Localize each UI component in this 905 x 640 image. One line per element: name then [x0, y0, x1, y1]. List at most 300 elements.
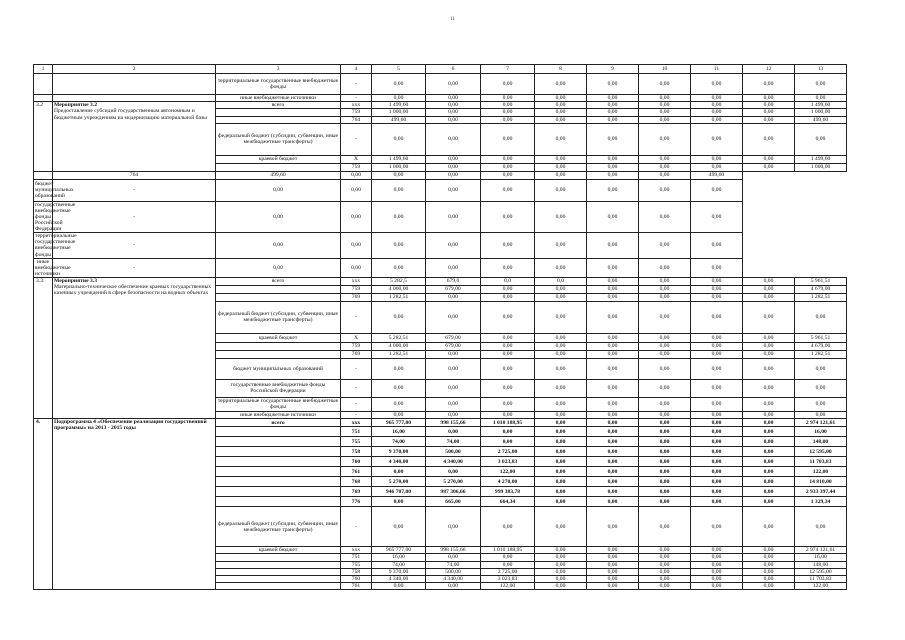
- amount-cell-col-12: 0,00: [639, 258, 691, 277]
- amount-cell-col-12: 0,00: [743, 419, 795, 427]
- amount-cell-col-10: 0,00: [639, 109, 691, 116]
- amount-cell-col-11: 0,00: [587, 233, 639, 258]
- amount-cell-col-11: 0,00: [691, 561, 743, 568]
- amount-cell-col-11: 0,00: [691, 358, 743, 379]
- amount-cell-col-10: 0,00: [639, 95, 691, 102]
- code-cell: -: [341, 95, 372, 102]
- amount-cell-col-10: 0,00: [639, 507, 691, 547]
- column-number-10: 10: [639, 65, 691, 74]
- amount-cell-col-10: 0,00: [535, 258, 587, 277]
- amount-cell-col-11: 0,00: [691, 285, 743, 293]
- amount-cell-col-7: 0,00: [372, 179, 426, 201]
- amount-cell-col-5: 0,00: [372, 379, 426, 397]
- table-row: [34, 419, 847, 427]
- amount-cell-col-9: 0,00: [481, 233, 535, 258]
- amount-cell-col-7: 0,00: [481, 293, 535, 301]
- amount-cell-col-11: 0,00: [691, 554, 743, 561]
- amount-cell-col-7: 0,00: [481, 301, 535, 333]
- amount-cell-col-10: 0,00: [639, 583, 691, 590]
- amount-cell-col-13: 0,00: [795, 123, 847, 155]
- amount-cell-col-13: 0,00: [795, 358, 847, 379]
- funding-source-cell: территориальные государственные внебюджетные фонды: [216, 74, 341, 95]
- amount-cell-col-8: 0,00: [535, 547, 587, 554]
- amount-cell-col-11: 0,00: [587, 258, 639, 277]
- funding-source-cell: иные внебюджетные источники: [216, 95, 341, 102]
- amount-cell-col-12: 0,00: [743, 547, 795, 554]
- funding-source-cell: [216, 109, 341, 116]
- amount-cell-col-7: 0,00: [481, 358, 535, 379]
- amount-cell-col-9: 0,00: [587, 123, 639, 155]
- measure-name-cell: [53, 95, 216, 102]
- column-number-1: 1: [34, 65, 53, 74]
- amount-cell-col-7: 0,00: [372, 258, 426, 277]
- amount-cell-col-8: 0,00: [535, 74, 587, 95]
- column-number-2: 2: [53, 65, 216, 74]
- amount-cell-col-6: 0,00: [426, 102, 481, 109]
- amount-cell-col-13: 2 974 121,61: [795, 419, 847, 427]
- amount-cell-col-13: 1 282,51: [795, 293, 847, 301]
- amount-cell-col-10: 0,00: [535, 179, 587, 201]
- code-cell: X: [341, 333, 372, 342]
- amount-cell-col-12: 0,00: [743, 568, 795, 575]
- amount-cell-col-13: 1 329,34: [795, 497, 847, 507]
- amount-cell-col-9: 0,00: [587, 487, 639, 497]
- amount-cell-col-11: 0,00: [691, 447, 743, 457]
- amount-cell-col-10: 0,00: [639, 123, 691, 155]
- code-cell: 751: [341, 554, 372, 561]
- amount-cell-col-10: 0,00: [639, 467, 691, 477]
- code-cell: -: [341, 74, 372, 95]
- amount-cell-col-12: 0,00: [639, 201, 691, 232]
- funding-source-cell: бюджет муниципальных образований: [35, 181, 74, 200]
- amount-cell-col-5: 1 499,60: [372, 102, 426, 109]
- amount-cell-col-12: 0,00: [743, 155, 795, 163]
- amount-cell-col-7: 0,00: [481, 102, 535, 109]
- amount-cell-col-5: 965 777,00: [372, 419, 426, 427]
- amount-cell-col-13: 4 679,00: [795, 285, 847, 293]
- amount-cell-col-12: 0,00: [743, 554, 795, 561]
- amount-cell-col-11: 0,00: [691, 547, 743, 554]
- amount-cell-col-6: 5 270,00: [426, 477, 481, 487]
- code-cell: -: [53, 201, 216, 232]
- amount-cell-col-11: 0,00: [691, 568, 743, 575]
- amount-cell-col-6: 998 155,66: [426, 547, 481, 554]
- amount-cell-col-6: 0,00: [426, 583, 481, 590]
- row-number-cell: [34, 95, 53, 102]
- amount-cell-col-5: 5 282,5: [372, 277, 426, 285]
- amount-cell-col-11: 0,00: [691, 163, 743, 171]
- amount-cell-col-11: 0,00: [691, 497, 743, 507]
- amount-cell-col-9: 0,00: [587, 411, 639, 418]
- amount-cell-col-5: 1 000,00: [372, 109, 426, 116]
- amount-cell-col-7: 0,00: [372, 233, 426, 258]
- amount-cell-col-7: 0,00: [481, 95, 535, 102]
- amount-cell-col-13: 11 703,83: [795, 575, 847, 582]
- code-cell: xxx: [341, 419, 372, 427]
- code-cell: 759: [341, 342, 372, 350]
- funding-source-cell: федеральный бюджет (субсидии, субвенции, иные межбюджетные трансферты): [216, 123, 341, 155]
- amount-cell-col-13: 12 595,00: [795, 447, 847, 457]
- amount-cell-col-7: 0,00: [481, 411, 535, 418]
- amount-cell-col-9: 0,00: [481, 201, 535, 232]
- funding-source-cell: краевой бюджет: [216, 155, 341, 163]
- amount-cell-col-8: 0,00: [535, 575, 587, 582]
- amount-cell-col-7: 4 270,00: [481, 477, 535, 487]
- amount-cell-col-6: 0,00: [426, 163, 481, 171]
- amount-cell-col-11: 0,00: [691, 301, 743, 333]
- code-cell: -: [53, 233, 216, 258]
- funding-source-cell: [216, 467, 341, 477]
- funding-source-cell: [216, 293, 341, 301]
- amount-cell-col-12: 0,00: [743, 437, 795, 447]
- amount-cell-col-9: 0,00: [587, 419, 639, 427]
- amount-cell-col-5: 965 777,00: [372, 547, 426, 554]
- funding-source-cell: [216, 487, 341, 497]
- amount-cell-col-11: 0,00: [691, 575, 743, 582]
- code-cell: xxx: [341, 277, 372, 285]
- amount-cell-col-8: 0,00: [535, 427, 587, 437]
- amount-cell-col-11: 0,00: [691, 467, 743, 477]
- amount-cell-col-9: 0,00: [587, 293, 639, 301]
- table-row: [34, 179, 847, 201]
- amount-cell-col-8: 0,00: [535, 155, 587, 163]
- funding-source-cell: [216, 457, 341, 467]
- code-cell: 755: [341, 561, 372, 568]
- amount-cell-col-8: 0,00: [535, 95, 587, 102]
- amount-cell-col-10: 0,00: [639, 427, 691, 437]
- funding-source-cell: [216, 583, 341, 590]
- amount-cell-col-11: 0,00: [691, 74, 743, 95]
- amount-cell-col-6: 0,00: [341, 171, 372, 179]
- amount-cell-col-10: 0,00: [639, 116, 691, 123]
- amount-cell-col-5: 0,00: [372, 358, 426, 379]
- amount-cell-col-12: 0,00: [743, 583, 795, 590]
- amount-cell-col-12: 0,00: [743, 333, 795, 342]
- amount-cell-col-11: 0,00: [587, 171, 639, 179]
- amount-cell-col-12: 0,00: [743, 350, 795, 358]
- amount-cell-col-9: 0,00: [587, 301, 639, 333]
- amount-cell-col-13: 0,00: [795, 397, 847, 411]
- amount-cell-col-12: 0,00: [743, 358, 795, 379]
- amount-cell-col-10: 0,00: [639, 575, 691, 582]
- funding-source-cell: [216, 447, 341, 457]
- amount-cell-col-13: 12 595,00: [795, 568, 847, 575]
- budget-table: [33, 64, 847, 590]
- amount-cell-col-13: 2 933 397,44: [795, 487, 847, 497]
- amount-cell-col-7: 0,00: [372, 201, 426, 232]
- amount-cell-col-5: 1 499,60: [372, 155, 426, 163]
- amount-cell-col-8: 0,0: [535, 277, 587, 285]
- amount-cell-col-6: 0,00: [426, 95, 481, 102]
- amount-cell-col-12: 0,00: [743, 487, 795, 497]
- amount-cell-col-8: 0,00: [535, 109, 587, 116]
- amount-cell-col-13: 499,60: [691, 171, 743, 179]
- amount-cell-col-7: 0,0: [481, 277, 535, 285]
- amount-cell-col-10: 0,00: [639, 163, 691, 171]
- amount-cell-col-7: 0,00: [481, 333, 535, 342]
- code-cell: 751: [341, 427, 372, 437]
- funding-source-cell: [216, 350, 341, 358]
- amount-cell-col-9: 0,00: [587, 583, 639, 590]
- amount-cell-col-12: 0,00: [743, 123, 795, 155]
- amount-cell-col-10: 0,00: [639, 301, 691, 333]
- row-number-cell: 3.3.: [34, 277, 53, 418]
- funding-source-cell: государственные внебюджетные фонды Российской Федерации: [216, 379, 341, 397]
- table-row: [34, 171, 847, 179]
- column-number-7: 7: [481, 65, 535, 74]
- amount-cell-col-5: 9 370,00: [372, 447, 426, 457]
- funding-source-cell: всего: [216, 419, 341, 427]
- amount-cell-col-13: 0,00: [795, 95, 847, 102]
- amount-cell-col-8: 0,00: [535, 285, 587, 293]
- amount-cell-col-13: 0,00: [795, 379, 847, 397]
- amount-cell-col-5: 0,00: [216, 233, 341, 258]
- code-cell: 761: [341, 467, 372, 477]
- amount-cell-col-7: 664,34: [481, 497, 535, 507]
- measure-name-cell: Мероприятие 3.2 Предоставление субсидий государственным автономным и бюджетным учреждениям на модернизацию материальной базы: [53, 102, 216, 172]
- amount-cell-col-7: 0,00: [481, 163, 535, 171]
- amount-cell-col-9: 0,00: [587, 333, 639, 342]
- code-cell: -: [341, 358, 372, 379]
- amount-cell-col-12: 0,00: [743, 293, 795, 301]
- amount-cell-col-7: 3 023,83: [481, 457, 535, 467]
- amount-cell-col-13: 0,00: [691, 179, 743, 201]
- amount-cell-col-11: 0,00: [691, 342, 743, 350]
- code-cell: -: [341, 301, 372, 333]
- code-cell: 760: [341, 457, 372, 467]
- amount-cell-col-12: 0,00: [743, 116, 795, 123]
- code-cell: 776: [341, 497, 372, 507]
- amount-cell-col-6: 0,00: [426, 123, 481, 155]
- column-number-9: 9: [587, 65, 639, 74]
- amount-cell-col-6: 0,00: [426, 155, 481, 163]
- amount-cell-col-8: 0,00: [535, 123, 587, 155]
- amount-cell-col-6: 4 340,00: [426, 457, 481, 467]
- funding-source-cell: [34, 171, 53, 179]
- amount-cell-col-5: 1 282,51: [372, 293, 426, 301]
- amount-cell-col-8: 0,00: [535, 568, 587, 575]
- amount-cell-col-10: 0,00: [639, 457, 691, 467]
- code-cell: 759: [341, 285, 372, 293]
- amount-cell-col-10: 0,00: [639, 102, 691, 109]
- amount-cell-col-11: 0,00: [691, 477, 743, 487]
- funding-source-cell: [216, 437, 341, 447]
- amount-cell-col-6: 0,00: [426, 358, 481, 379]
- amount-cell-col-8: 0,00: [535, 293, 587, 301]
- amount-cell-col-13: 1 282,51: [795, 350, 847, 358]
- amount-cell-col-8: 0,00: [535, 333, 587, 342]
- amount-cell-col-8: 0,00: [535, 487, 587, 497]
- amount-cell-col-13: 0,00: [795, 507, 847, 547]
- amount-cell-col-7: 3 023,83: [481, 575, 535, 582]
- amount-cell-col-10: 0,00: [639, 397, 691, 411]
- amount-cell-col-12: 0,00: [743, 477, 795, 487]
- amount-cell-col-11: 0,00: [691, 457, 743, 467]
- code-cell: 758: [341, 568, 372, 575]
- amount-cell-col-13: 1 000,00: [795, 109, 847, 116]
- amount-cell-col-5: 0,00: [372, 583, 426, 590]
- funding-source-cell: [216, 342, 341, 350]
- amount-cell-col-10: 0,00: [639, 554, 691, 561]
- amount-cell-col-8: 0,00: [535, 301, 587, 333]
- amount-cell-col-13: 16,00: [795, 554, 847, 561]
- amount-cell-col-5: 0,00: [372, 74, 426, 95]
- amount-cell-col-13: 16,00: [795, 427, 847, 437]
- amount-cell-col-6: 4 340,00: [426, 575, 481, 582]
- amount-cell-col-9: 0,00: [587, 358, 639, 379]
- funding-source-cell: [216, 116, 341, 123]
- amount-cell-col-5: 0,00: [372, 397, 426, 411]
- page-number: 11: [450, 17, 455, 22]
- amount-cell-col-12: 0,00: [743, 301, 795, 333]
- amount-cell-col-5: 0,00: [372, 507, 426, 547]
- amount-cell-col-13: 1 499,60: [795, 155, 847, 163]
- funding-source-cell: краевой бюджет: [216, 547, 341, 554]
- amount-cell-col-5: 74,00: [372, 437, 426, 447]
- amount-cell-col-8: 0,00: [535, 447, 587, 457]
- amount-cell-col-6: 679,00: [426, 333, 481, 342]
- amount-cell-col-6: 500,00: [426, 568, 481, 575]
- funding-source-cell: иные внебюджетные источники: [35, 258, 71, 277]
- amount-cell-col-12: 0,00: [743, 507, 795, 547]
- amount-cell-col-7: 1 010 188,95: [481, 419, 535, 427]
- amount-cell-col-5: 5 270,00: [372, 477, 426, 487]
- funding-source-cell: [216, 285, 341, 293]
- amount-cell-col-5: 5 282,51: [372, 333, 426, 342]
- amount-cell-col-10: 0,00: [639, 277, 691, 285]
- table-row: [34, 258, 847, 277]
- amount-cell-col-7: 0,00: [481, 285, 535, 293]
- amount-cell-col-13: 122,00: [795, 467, 847, 477]
- row-number-cell: [34, 74, 53, 95]
- amount-cell-col-12: 0,00: [743, 163, 795, 171]
- amount-cell-col-7: 0,00: [481, 379, 535, 397]
- amount-cell-col-6: 987 306,66: [426, 487, 481, 497]
- amount-cell-col-8: 0,00: [535, 457, 587, 467]
- amount-cell-col-13: 0,00: [691, 258, 743, 277]
- amount-cell-col-13: 1 000,00: [795, 163, 847, 171]
- amount-cell-col-10: 0,00: [639, 293, 691, 301]
- amount-cell-col-6: 998 155,66: [426, 419, 481, 427]
- code-cell: 769: [341, 293, 372, 301]
- code-cell: X: [341, 155, 372, 163]
- amount-cell-col-6: 0,00: [426, 350, 481, 358]
- amount-cell-col-9: 0,00: [587, 285, 639, 293]
- amount-cell-col-10: 0,00: [535, 233, 587, 258]
- amount-cell-col-13: 148,00: [795, 561, 847, 568]
- amount-cell-col-12: 0,00: [743, 427, 795, 437]
- code-cell: 759: [341, 163, 372, 171]
- amount-cell-col-9: 0,00: [587, 342, 639, 350]
- funding-source-cell: [216, 163, 341, 171]
- amount-cell-col-10: 0,00: [535, 201, 587, 232]
- amount-cell-col-12: 0,00: [743, 102, 795, 109]
- funding-source-cell: [216, 561, 341, 568]
- amount-cell-col-6: 679,00: [426, 342, 481, 350]
- amount-cell-col-9: 0,00: [587, 467, 639, 477]
- amount-cell-col-7: 999 383,78: [481, 487, 535, 497]
- amount-cell-col-5: 0,00: [216, 258, 341, 277]
- amount-cell-col-13: 5 961,51: [795, 333, 847, 342]
- amount-cell-col-9: 0,00: [587, 109, 639, 116]
- amount-cell-col-13: 11 703,83: [795, 457, 847, 467]
- amount-cell-col-8: 0,00: [535, 411, 587, 418]
- amount-cell-col-10: 0,00: [639, 155, 691, 163]
- amount-cell-col-13: 0,00: [691, 233, 743, 258]
- amount-cell-col-8: 0,00: [535, 116, 587, 123]
- amount-cell-col-10: 0,00: [639, 447, 691, 457]
- table-row: [34, 102, 847, 109]
- amount-cell-col-8: 0,00: [535, 554, 587, 561]
- amount-cell-col-6: 0,00: [426, 507, 481, 547]
- amount-cell-col-13: 2 974 121,61: [795, 547, 847, 554]
- amount-cell-col-9: 0,00: [587, 457, 639, 467]
- amount-cell-col-9: 0,00: [587, 447, 639, 457]
- amount-cell-col-13: 0,00: [691, 201, 743, 232]
- amount-cell-col-13: 122,00: [795, 583, 847, 590]
- amount-cell-col-9: 0,00: [587, 547, 639, 554]
- amount-cell-col-7: 0,00: [481, 342, 535, 350]
- code-cell: -: [53, 258, 216, 277]
- amount-cell-col-5: 0,00: [372, 95, 426, 102]
- amount-cell-col-13: 0,00: [795, 74, 847, 95]
- amount-cell-col-11: 0,00: [691, 583, 743, 590]
- funding-source-cell: [216, 568, 341, 575]
- amount-cell-col-10: 0,00: [639, 333, 691, 342]
- code-cell: xxx: [341, 547, 372, 554]
- amount-cell-col-7: 2 725,00: [481, 568, 535, 575]
- code-cell: 769: [341, 487, 372, 497]
- row-number-cell: 4.: [34, 419, 53, 590]
- amount-cell-col-12: 0,00: [639, 179, 691, 201]
- amount-cell-col-11: 0,00: [691, 427, 743, 437]
- amount-cell-col-10: 0,00: [639, 568, 691, 575]
- amount-cell-col-11: 0,00: [691, 487, 743, 497]
- amount-cell-col-7: 0,00: [372, 171, 426, 179]
- amount-cell-col-8: 0,00: [535, 397, 587, 411]
- amount-cell-col-11: 0,00: [691, 155, 743, 163]
- amount-cell-col-8: 0,00: [535, 467, 587, 477]
- amount-cell-col-12: 0,00: [743, 285, 795, 293]
- amount-cell-col-6: 0,00: [341, 201, 372, 232]
- amount-cell-col-5: 499,60: [216, 171, 341, 179]
- amount-cell-col-5: 0,00: [216, 179, 341, 201]
- amount-cell-col-11: 0,00: [691, 411, 743, 418]
- amount-cell-col-6: 679,00: [426, 285, 481, 293]
- code-cell: -: [341, 397, 372, 411]
- amount-cell-col-5: 16,00: [372, 427, 426, 437]
- amount-cell-col-10: 0,00: [639, 350, 691, 358]
- column-number-12: 12: [743, 65, 795, 74]
- amount-cell-col-10: 0,00: [639, 411, 691, 418]
- amount-cell-col-5: 16,00: [372, 554, 426, 561]
- amount-cell-col-5: 0,00: [372, 411, 426, 418]
- amount-cell-col-5: 1 282,51: [372, 350, 426, 358]
- column-number-5: 5: [372, 65, 426, 74]
- amount-cell-col-5: 0,00: [372, 301, 426, 333]
- amount-cell-col-8: 0,00: [535, 419, 587, 427]
- amount-cell-col-5: 9 370,00: [372, 568, 426, 575]
- code-cell: -: [341, 379, 372, 397]
- row-number-cell: 3.2: [34, 102, 53, 172]
- amount-cell-col-12: 0,00: [743, 497, 795, 507]
- amount-cell-col-6: 500,00: [426, 447, 481, 457]
- column-number-13: 13: [795, 65, 847, 74]
- amount-cell-col-10: 0,00: [639, 547, 691, 554]
- amount-cell-col-12: 0,00: [743, 575, 795, 582]
- amount-cell-col-7: 0,00: [481, 74, 535, 95]
- funding-source-cell: [216, 497, 341, 507]
